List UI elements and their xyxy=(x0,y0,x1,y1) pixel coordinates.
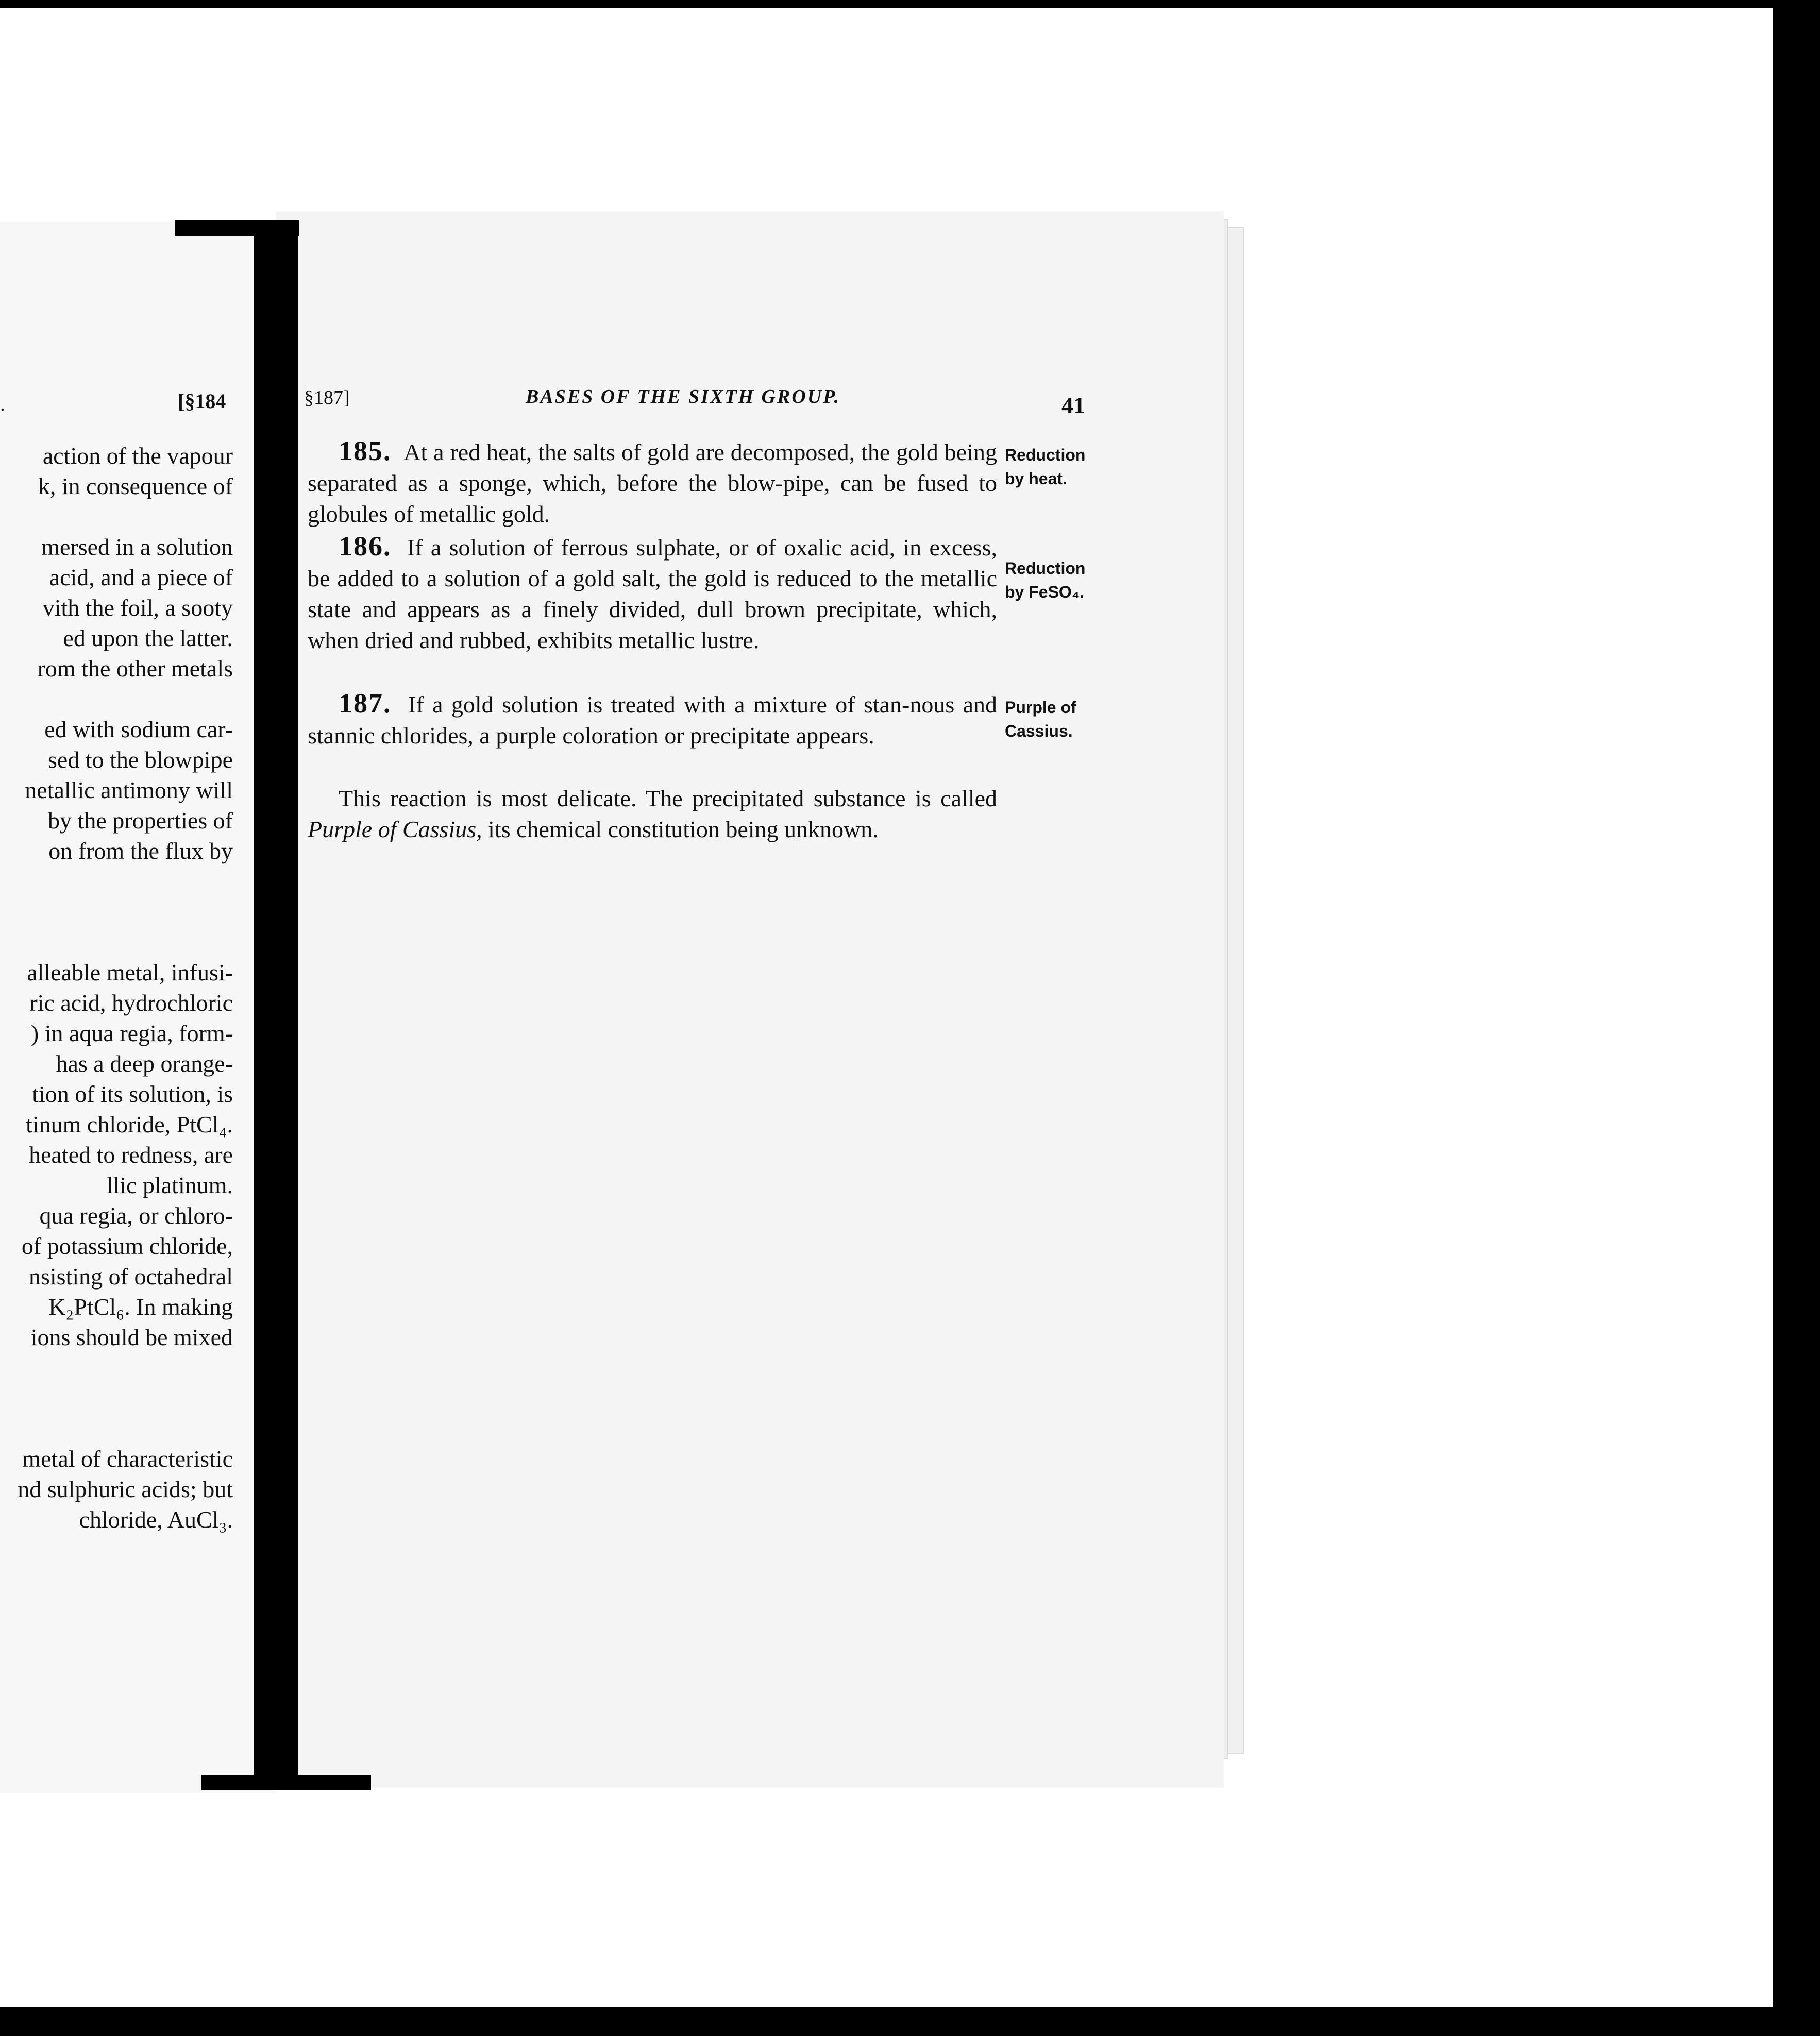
book-spine-bottom xyxy=(201,1775,371,1790)
left-page-line: sed to the blowpipe xyxy=(48,746,233,773)
left-page-line: ions should be mixed xyxy=(30,1324,233,1350)
left-header-dot: . xyxy=(0,392,5,415)
margin-note-line: by FeSO₄. xyxy=(1005,583,1084,601)
left-page-line: on from the flux by xyxy=(48,838,233,864)
left-page-line: heated to redness, are xyxy=(29,1142,233,1168)
left-page-line: vith the foil, a sooty xyxy=(42,595,233,621)
left-page-line: chloride, AuCl₃. xyxy=(79,1506,233,1533)
left-page-line: nd sulphuric acids; but xyxy=(18,1476,233,1502)
left-page-line: llic platinum. xyxy=(106,1172,233,1198)
left-page-line: qua regia, or chloro- xyxy=(39,1202,233,1229)
left-page-line: K₂PtCl₆. In making xyxy=(48,1294,233,1320)
margin-note-purple-cassius xyxy=(1005,695,1076,743)
left-page-line: acid, and a piece of xyxy=(49,564,233,590)
paragraph-number: 186. xyxy=(339,531,392,562)
left-page-line: action of the vapour xyxy=(42,443,233,469)
margin-note-line: Purple of xyxy=(1005,698,1076,717)
left-page-line: tion of its solution, is xyxy=(32,1081,233,1107)
left-page-line: nsisting of octahedral xyxy=(28,1263,233,1290)
book-spine-top xyxy=(175,220,299,236)
margin-note-line: Reduction xyxy=(1005,446,1086,464)
header-section: §187] xyxy=(304,387,350,409)
left-page-line: alleable metal, infusi- xyxy=(27,959,233,986)
left-page-line: ) in aqua regia, form- xyxy=(30,1020,233,1046)
margin-note-reduction-feso4 xyxy=(1005,556,1085,604)
closing-text-before: This reaction is most delicate. The precipitated substance is called xyxy=(339,785,997,811)
left-page-line: ed with sodium car- xyxy=(44,716,233,742)
closing-paragraph xyxy=(308,783,997,845)
left-page-line: tinum chloride, PtCl₄. xyxy=(26,1111,233,1138)
left-page-line: ric acid, hydrochloric xyxy=(29,990,233,1016)
margin-note-line: Reduction xyxy=(1005,559,1086,578)
left-page-line: by the properties of xyxy=(48,807,233,834)
purple-of-cassius-term: Purple of Cassius xyxy=(308,816,477,842)
scan-edge-bottom xyxy=(0,2007,1820,2036)
margin-note-reduction-heat xyxy=(1005,443,1085,490)
left-page-line: k, in consequence of xyxy=(38,473,233,499)
running-header-title: BASES OF THE SIXTH GROUP. xyxy=(526,386,841,408)
margin-note-line: by heat. xyxy=(1005,469,1067,488)
paragraph-186 xyxy=(308,531,997,656)
paragraph-text: At a red heat, the salts of gold are decomposed, the gold being separated as a sponge, which, before the blow-pipe, can be fused to globules of metallic gold. xyxy=(308,439,998,527)
left-page-line: ed upon the latter. xyxy=(63,625,233,651)
page-number: 41 xyxy=(1061,392,1085,418)
scan-edge xyxy=(1775,15,1796,2014)
paragraph-text: If a gold solution is treated with a mixture of stan-nous and stannic chlorides, a purple coloration or precipitate appears. xyxy=(308,691,998,749)
left-page-line: metal of characteristic xyxy=(22,1446,233,1472)
book-spine xyxy=(254,222,298,1790)
left-page-line: netallic antimony will xyxy=(25,777,233,803)
paragraph-text: If a solution of ferrous sulphate, or of oxalic acid, in excess, be added to a solution of a gold salt, the gold is reduced to the metallic state and appears as a finely divided, dull brown precipitate, which, when dried and rubbed, exhibits metallic lustre. xyxy=(308,534,997,653)
paragraph-number: 185. xyxy=(339,435,392,466)
left-page-line: mersed in a solution xyxy=(41,534,233,560)
margin-note-line: Cassius. xyxy=(1005,722,1073,740)
left-header-section: [§184 xyxy=(178,389,226,413)
left-page-line: rom the other metals xyxy=(37,655,233,682)
paragraph-number: 187. xyxy=(339,688,392,719)
paragraph-187 xyxy=(308,688,997,751)
left-page-line: has a deep orange- xyxy=(56,1050,233,1077)
paragraph-185 xyxy=(308,435,997,530)
left-page-line: of potassium chloride, xyxy=(21,1233,233,1259)
closing-text-after: , its chemical constitution being unknown. xyxy=(476,816,879,842)
